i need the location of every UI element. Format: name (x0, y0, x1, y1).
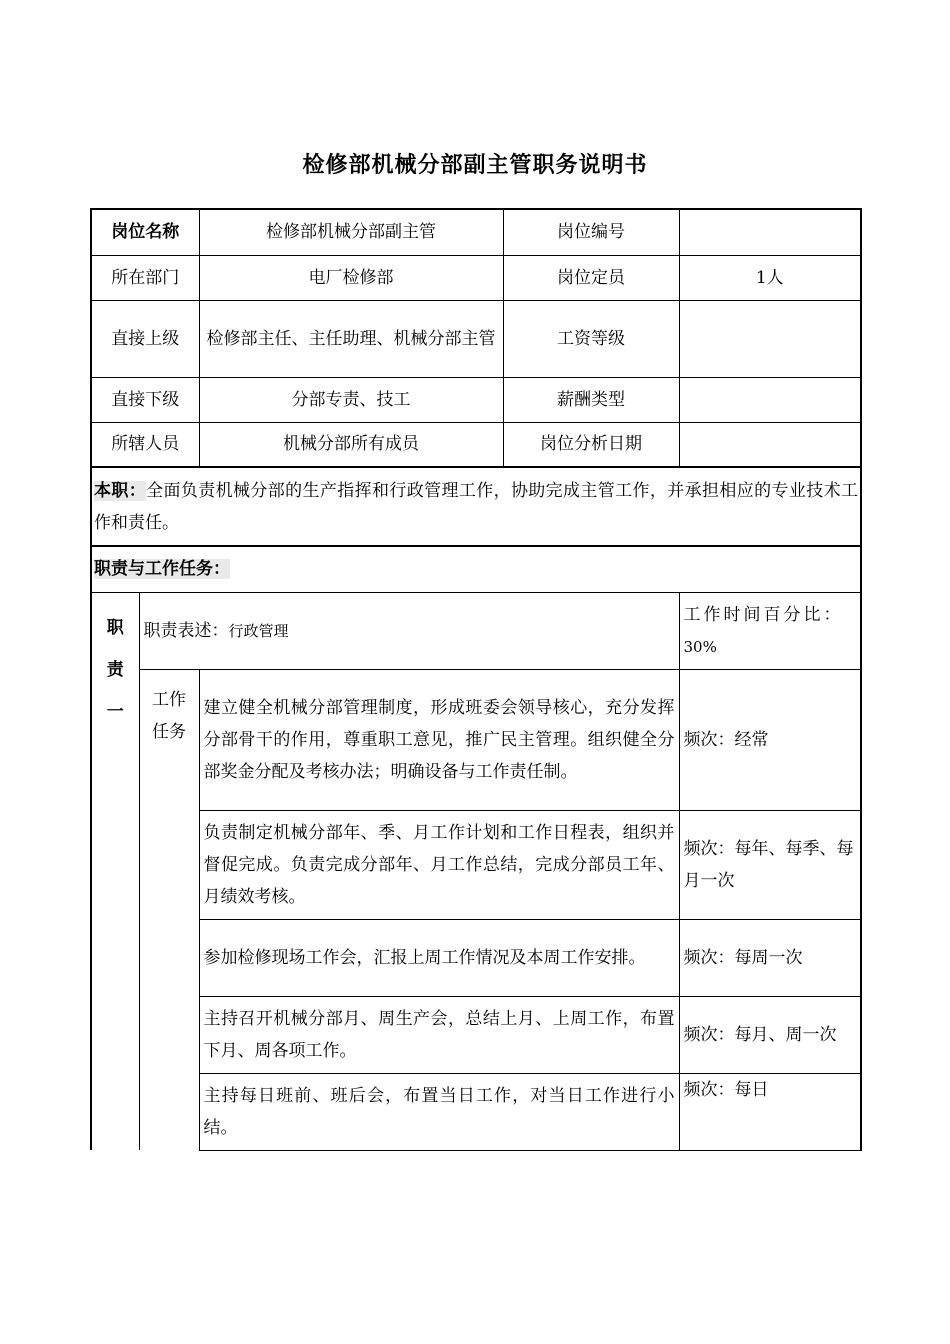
document-title: 检修部机械分部副主管职务说明书 (302, 153, 648, 178)
task-freq-1: 频次：经常 (679, 669, 861, 810)
time-percentage-label: 工作时间百分比： (683, 604, 844, 625)
salary-grade-label: 工资等级 (503, 300, 679, 377)
task-freq-3: 频次：每周一次 (679, 919, 861, 996)
department-value: 电厂检修部 (199, 255, 503, 300)
duty-one-char-2: 责 (106, 659, 124, 680)
subordinate-label: 直接下级 (91, 377, 199, 422)
duty-description (139, 592, 679, 669)
duty-one-char-1: 职 (106, 617, 124, 638)
staff-value: 机械分部所有成员 (199, 422, 503, 467)
headcount-label: 岗位定员 (503, 255, 679, 300)
row-department (91, 255, 861, 300)
duty-description-label: 职责表述： (143, 620, 229, 641)
superior-label: 直接上级 (91, 300, 199, 377)
staff-label: 所辖人员 (91, 422, 199, 467)
duty-summary-label: 本职： (94, 480, 147, 501)
task-freq-5: 频次：每日 (679, 1073, 861, 1150)
info-table (90, 208, 862, 1151)
pay-type-label: 薪酬类型 (503, 377, 679, 422)
duty-summary (91, 467, 861, 546)
duty-summary-text: 全面负责机械分部的生产指挥和行政管理工作，协助完成主管工作，并承担相应的专业技术工作和责任。 (94, 480, 859, 533)
task-row-5 (91, 1073, 861, 1150)
task-text-5: 主持每日班前、班后会，布置当日工作，对当日工作进行小结。 (199, 1073, 679, 1150)
subordinate-value: 分部专责、技工 (199, 377, 503, 422)
pay-type-value (679, 377, 861, 422)
analysis-date-label: 岗位分析日期 (503, 422, 679, 467)
department-label: 所在部门 (91, 255, 199, 300)
responsibilities-header-label: 职责与工作任务： (94, 559, 230, 580)
time-percentage-value: 30% (683, 637, 717, 656)
position-name-label: 岗位名称 (91, 209, 199, 255)
task-label-text: 工作任务 (152, 689, 186, 742)
task-text-3: 参加检修现场工作会，汇报上周工作情况及本周工作安排。 (199, 919, 679, 996)
duty-description-value: 行政管理 (228, 621, 289, 640)
row-position-name (91, 209, 861, 255)
row-staff (91, 422, 861, 467)
duty-one-char-3: 一 (106, 701, 124, 722)
task-row-1 (91, 669, 861, 810)
task-row-3 (91, 919, 861, 996)
position-name-value: 检修部机械分部副主管 (199, 209, 503, 255)
row-superior (91, 300, 861, 377)
row-duty-summary (91, 467, 861, 546)
task-row-2 (91, 810, 861, 919)
duty-one-label (91, 592, 139, 1150)
superior-value: 检修部主任、主任助理、机械分部主管 (199, 300, 503, 377)
time-percentage (679, 592, 861, 669)
headcount-value: 1人 (679, 255, 861, 300)
task-freq-4: 频次：每月、周一次 (679, 996, 861, 1073)
responsibilities-header (91, 546, 861, 592)
task-freq-2: 频次：每年、每季、每月一次 (679, 810, 861, 919)
salary-grade-value (679, 300, 861, 377)
task-row-4 (91, 996, 861, 1073)
task-label (139, 669, 199, 1150)
job-description-form (90, 208, 860, 1151)
task-text-4: 主持召开机械分部月、周生产会，总结上月、上周工作，布置下月、周各项工作。 (199, 996, 679, 1073)
position-code-value (679, 209, 861, 255)
task-text-1: 建立健全机械分部管理制度，形成班委会领导核心，充分发挥分部骨干的作用，尊重职工意见，推广民主管理。组织健全分部奖金分配及考核办法；明确设备与工作责任制。 (199, 669, 679, 810)
row-subordinate (91, 377, 861, 422)
position-code-label: 岗位编号 (503, 209, 679, 255)
task-text-2: 负责制定机械分部年、季、月工作计划和工作日程表，组织并督促完成。负责完成分部年、月工作总结，完成分部员工年、月绩效考核。 (199, 810, 679, 919)
row-responsibilities-header (91, 546, 861, 592)
row-duty-one-desc (91, 592, 861, 669)
analysis-date-value (679, 422, 861, 467)
